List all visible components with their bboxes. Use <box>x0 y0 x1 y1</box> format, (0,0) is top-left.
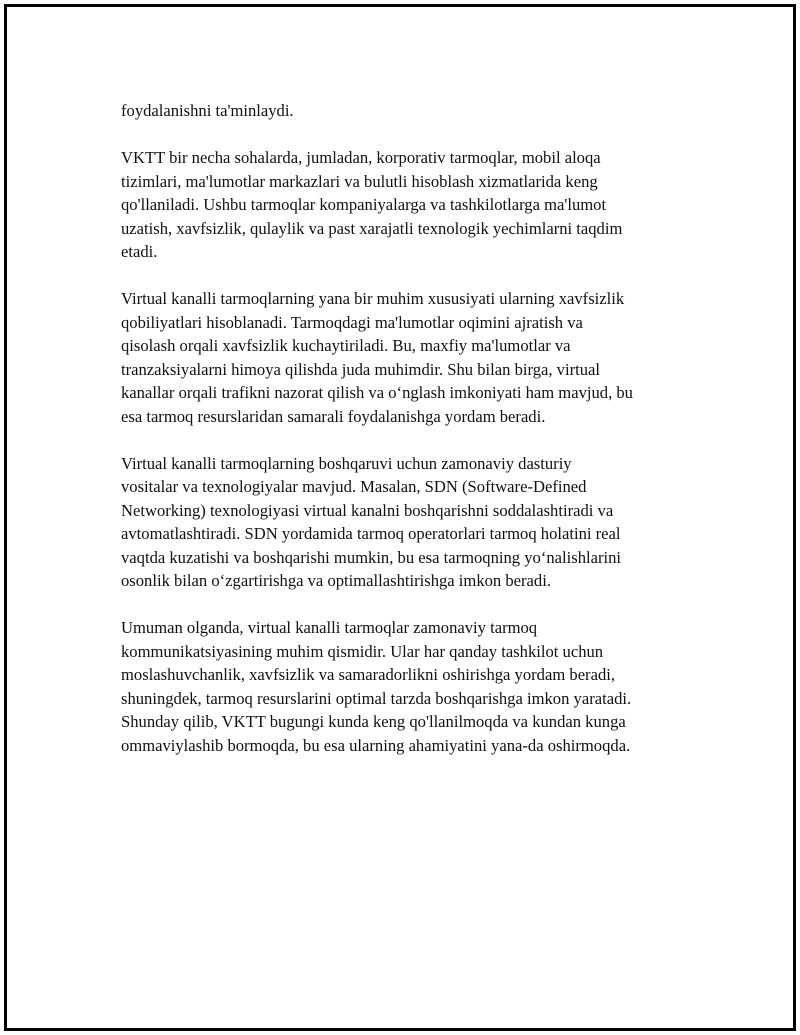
text-line: vaqtda kuzatishi va boshqarishi mumkin, bu esa tarmoqning yoʻnalishlarini <box>121 547 622 567</box>
page-frame <box>4 4 796 1031</box>
text-line: ommaviylashib bormoqda, bu esa ularning ahamiyatini yana-da oshirmoqda. <box>121 735 631 755</box>
text-line: uzatish, xavfsizlik, qulaylik va past xarajatli texnologik yechimlarni taqdim <box>121 218 623 238</box>
text-line: qobiliyatlari hisoblanadi. Tarmoqdagi ma'lumotlar oqimini ajratish va <box>121 312 583 332</box>
paragraph-4 <box>121 452 701 593</box>
text-line: tranzaksiyalarni himoya qilishda juda muhimdir. Shu bilan birga, virtual <box>121 359 600 379</box>
text-line: avtomatlashtiradi. SDN yordamida tarmoq operatorlari tarmoq holatini real <box>121 524 621 543</box>
text-line: kommunikatsiyasining muhim qismidir. Ular har qanday tashkilot uchun <box>121 641 604 661</box>
text-line: Umuman olganda, virtual kanalli tarmoqlar zamonaviy tarmoq <box>121 618 538 637</box>
paragraph-1 <box>121 99 701 123</box>
text-line: Virtual kanalli tarmoqlarning yana bir muhim xususiyati ularning xavfsizlik <box>121 289 625 308</box>
text-line: qo'llaniladi. Ushbu tarmoqlar kompaniyalarga va tashkilotlarga ma'lumot <box>121 195 607 214</box>
paragraph-2 <box>121 146 701 264</box>
text-line: Shunday qilib, VKTT bugungi kunda keng qo'llanilmoqda va kundan kunga <box>121 712 626 731</box>
text-line: VKTT bir necha sohalarda, jumladan, korporativ tarmoqlar, mobil aloqa <box>121 148 601 167</box>
text-line: esa tarmoq resurslaridan samarali foydalanishga yordam beradi. <box>121 406 546 426</box>
text-line: kanallar orqali trafikni nazorat qilish va oʻnglash imkoniyati ham mavjud, bu <box>121 383 633 402</box>
document-body <box>121 99 701 781</box>
text-line: qisolash orqali xavfsizlik kuchaytiriladi. Bu, maxfiy ma'lumotlar va <box>121 336 571 355</box>
text-line: Networking) texnologiyasi virtual kanalni boshqarishni soddalashtiradi va <box>121 500 614 520</box>
text-line: foydalanishni ta'minlaydi. <box>121 101 294 120</box>
paragraph-5 <box>121 616 701 757</box>
text-line: osonlik bilan oʻzgartirishga va optimallashtirishga imkon beradi. <box>121 571 551 590</box>
text-line: Virtual kanalli tarmoqlarning boshqaruvi uchun zamonaviy dasturiy <box>121 453 572 473</box>
text-line: etadi. <box>121 242 158 261</box>
paragraph-3 <box>121 287 701 428</box>
text-line: tizimlari, ma'lumotlar markazlari va bulutli hisoblash xizmatlarida keng <box>121 171 598 191</box>
text-line: moslashuvchanlik, xavfsizlik va samaradorlikni oshirishga yordam beradi, <box>121 665 616 684</box>
text-line: vositalar va texnologiyalar mavjud. Masalan, SDN (Software-Defined <box>121 477 587 496</box>
text-line: shuningdek, tarmoq resurslarini optimal tarzda boshqarishga imkon yaratadi. <box>121 688 632 708</box>
